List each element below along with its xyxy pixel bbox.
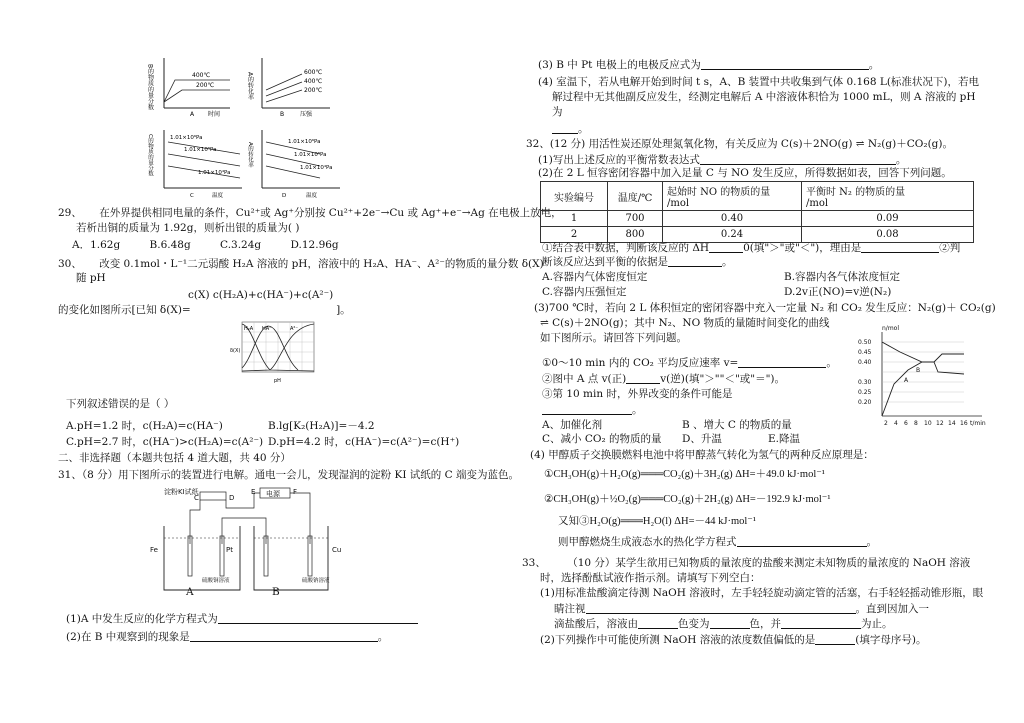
q31-sub-1-text: (1)A 中发生反应的化学方程式为 bbox=[66, 613, 218, 625]
graph-a-curve-1: 400℃ bbox=[192, 72, 211, 79]
q31-sub-4-line2: 解过程中无其他副反应发生，经测定电解后 A 中溶液体积恰为 1000 mL，则 A 溶液的 pH bbox=[552, 91, 976, 103]
q32-s2: (2)在 2 L 恒容密闭容器中加入足量 C 与 NO 发生反应，所得数据如表，回答下列问题。 bbox=[538, 167, 952, 179]
q31-sub-4-line1: (4) 室温下，若从电解开始到时间 t s，A、B 装置中共收集到气体 0.168 L(标准状况下)，若电 bbox=[538, 76, 980, 88]
q32-q2b-text: 断该反应达到平衡的依据是 bbox=[542, 256, 668, 268]
q31-fe-label: Fe bbox=[150, 546, 158, 554]
graph-d-ylabel: A的转化率 bbox=[247, 142, 253, 168]
q32-xtick: 6 bbox=[904, 420, 908, 427]
graph-c-curve-1: 1.01×10⁶Pa bbox=[170, 135, 203, 141]
q32-time-graph bbox=[852, 324, 1002, 434]
q29-number: 29、 bbox=[58, 207, 82, 219]
q30-line3 bbox=[58, 304, 351, 317]
q33-number: 33、 bbox=[522, 557, 546, 569]
q31-apparatus bbox=[150, 486, 350, 598]
q32-equation-1: ①CH₃OH(g)＋H₂O(g)═══CO₂(g)＋3H₂(g) ΔH=＋49.0 kJ·mol⁻¹ bbox=[544, 469, 825, 480]
q33-blank-5[interactable] bbox=[815, 633, 855, 645]
q30-graph-ylabel: δ(X) bbox=[230, 348, 241, 354]
q31-label-d: D bbox=[229, 494, 235, 502]
q29-text-2: 若析出铜的质量为 1.92g，则析出银的质量为( ) bbox=[76, 222, 300, 234]
graph-b-curve-3: 200℃ bbox=[304, 87, 323, 94]
q32-q2b-end: 。 bbox=[722, 256, 733, 268]
q32-s3-line2: ⇌ C(s)＋2NO(g)；其中 N₂、NO 物质的量随时间变化的曲线 bbox=[540, 317, 830, 329]
graph-b bbox=[247, 58, 331, 118]
q32-option-a: A.容器内气体密度恒定 bbox=[542, 271, 648, 283]
q32-q3c-answer bbox=[542, 403, 643, 417]
graph-c bbox=[147, 130, 242, 199]
q32-head: 32、(12 分) 用活性炭还原处理氮氧化物，有关反应为 C(s)＋2NO(g) ⇌ N₂(g)＋CO₂(g)。 bbox=[526, 138, 953, 150]
q30-option-d: D.pH=4.2 时，c(HA⁻)=c(A²⁻)=c(H⁺) bbox=[268, 436, 460, 448]
q32-s3-line3: 如下图所示。请回答下列问题。 bbox=[540, 332, 687, 344]
q30-text-3: 的变化如图所示[已知 δ(X)= bbox=[58, 304, 191, 316]
table-header: 起始时 NO 的物质的量 /mol bbox=[663, 182, 802, 211]
q32-q2b bbox=[542, 255, 733, 269]
graph-a-curve-2: 200℃ bbox=[196, 82, 215, 89]
q33-line1 bbox=[522, 557, 970, 570]
q32-q3b bbox=[542, 372, 785, 386]
q32-q3-option-a: A、加催化剂 bbox=[542, 419, 603, 431]
q32-q2b-blank[interactable] bbox=[668, 255, 722, 267]
q33-line6 bbox=[540, 633, 926, 647]
q30-option-b: B.lg[K₂(H₂A)]=－4.2 bbox=[268, 420, 375, 432]
q30-graph bbox=[228, 318, 318, 384]
q31-sub-4-answer bbox=[552, 122, 589, 136]
q30-line1 bbox=[58, 258, 544, 271]
graph-b-curve-2: 400℃ bbox=[304, 78, 323, 85]
q32-q3a-blank[interactable] bbox=[738, 356, 826, 368]
q31-cu-label: Cu bbox=[332, 546, 342, 554]
q33-text-4: 睛注视 bbox=[554, 603, 586, 615]
table-cell: 2 bbox=[541, 227, 608, 243]
q30-option-a: A.pH=1.2 时，c(H₂A)=c(HA⁻) bbox=[66, 420, 223, 432]
q32-q2a bbox=[542, 241, 960, 255]
graph-d-curve-1: 1.01×10⁶Pa bbox=[288, 139, 321, 145]
q30-number: 30、 bbox=[58, 258, 82, 270]
q32-ytick: 0.30 bbox=[858, 379, 872, 386]
q33-text-5a: 滴盐酸后，溶液由 bbox=[554, 618, 638, 630]
q32-q2a-mid: 0(填"＞"或"＜")，理由是 bbox=[743, 242, 862, 254]
q32-s1 bbox=[538, 153, 906, 167]
q29-option-d: D.12.96g bbox=[290, 239, 339, 251]
q32-ytick: 0.45 bbox=[858, 349, 872, 356]
q32-equation-3: 又知③H₂O(g)═══H₂O(l) ΔH=－44 kJ·mol⁻¹ bbox=[558, 516, 756, 527]
q33-blank-1[interactable] bbox=[586, 602, 856, 614]
graph-c-letter: C bbox=[190, 193, 194, 199]
table-header: 实验编号 bbox=[541, 182, 608, 211]
q32-s1-end: 。 bbox=[895, 154, 907, 166]
q33-line4 bbox=[554, 602, 929, 616]
graph-d-xlabel: 温度 bbox=[306, 193, 318, 199]
graph-a-ylabel: B的物质的量分数 bbox=[146, 64, 154, 111]
q32-q3-option-e: E.降温 bbox=[768, 433, 801, 445]
q32-data-table bbox=[540, 181, 974, 243]
q32-equation-4 bbox=[558, 535, 877, 549]
section-2-heading: 二、非选择题（本题共包括 4 道大题，共 40 分） bbox=[58, 452, 291, 464]
q33-line5 bbox=[554, 617, 893, 631]
q32-s4: (4) 甲醇质子交换膜燃料电池中将甲醇蒸气转化为氢气的两种反应原理是： bbox=[530, 449, 874, 461]
q32-xtick: 16 bbox=[960, 420, 968, 427]
q32-xtick: 2 bbox=[884, 420, 888, 427]
q31-beaker-b-label: B bbox=[272, 586, 280, 598]
q31-intro: （8 分）用下图所示的装置进行电解。通电一会儿，发现湿润的淀粉 KI 试纸的 C 端变为蓝色。 bbox=[81, 469, 520, 481]
table-cell: 0.09 bbox=[802, 211, 974, 227]
q33-text-6: (2)下列操作中可能使所测 NaOH 溶液的浓度数值偏低的是 bbox=[540, 634, 816, 646]
q33-text-3: (1)用标准盐酸滴定待测 NaOH 溶液时，左手轻轻旋动滴定管的活塞，右手轻轻摇动锥形瓶，眼 bbox=[540, 587, 984, 599]
q31-sub-4-end: 。 bbox=[578, 123, 589, 135]
graph-b-curve-1: 600℃ bbox=[304, 69, 323, 76]
q30-formula: c(X) c(H₂A)+c(HA⁻)+c(A²⁻) bbox=[188, 289, 334, 301]
q32-q3b-text: ②图中 A 点 v(正) bbox=[542, 373, 627, 385]
table-cell: 1 bbox=[541, 211, 608, 227]
q33-blank-4[interactable] bbox=[781, 617, 861, 629]
q32-q2a-blank-2[interactable] bbox=[861, 241, 939, 253]
q32-q3b-mid: v(逆)(填"＞""＜"或"＝")。 bbox=[660, 373, 786, 385]
q32-s1-blank[interactable] bbox=[700, 153, 896, 165]
q31-sub-4-line3: 为 bbox=[552, 106, 563, 118]
q33-text-5b: 色变为 bbox=[678, 618, 710, 630]
graph-c-xlabel: 温度 bbox=[212, 193, 224, 199]
q31-label-c: C bbox=[194, 494, 199, 502]
q31-sub-3-end: 。 bbox=[868, 59, 880, 71]
q32-graph-xlabel: t/min bbox=[970, 420, 986, 427]
graph-b-letter: B bbox=[280, 111, 285, 118]
q31-label-e: E bbox=[251, 488, 256, 496]
graph-b-ylabel: A的转化率 bbox=[246, 72, 254, 101]
q32-q3b-blank[interactable] bbox=[626, 372, 660, 384]
q31-sub-2 bbox=[66, 630, 388, 644]
q30-graph-label-a2: A²⁻ bbox=[290, 326, 299, 332]
table-cell: 800 bbox=[608, 227, 663, 243]
q30-graph-xlabel: pH bbox=[274, 378, 281, 384]
table-header: 平衡时 N₂ 的物质的量 /mol bbox=[802, 182, 974, 211]
q31-sub-3-blank[interactable] bbox=[701, 58, 869, 70]
q30-text-2: 随 pH bbox=[76, 272, 106, 284]
graph-d-letter: D bbox=[282, 193, 287, 199]
right-column bbox=[512, 0, 1024, 723]
q32-ytick: 0.50 bbox=[858, 339, 872, 346]
q32-xtick: 8 bbox=[914, 420, 918, 427]
q31-source-label: 电源 bbox=[266, 490, 280, 498]
q32-s1-text: (1)写出上述反应的平衡常数表达式 bbox=[538, 154, 700, 166]
q31-number: 31、 bbox=[58, 469, 82, 481]
q32-q3a bbox=[542, 356, 837, 370]
q33-text-2: 时，选择酚酞试液作指示剂。请填写下列空白： bbox=[540, 572, 761, 584]
graph-d-curve-2: 1.01×10⁵Pa bbox=[294, 152, 327, 158]
table-cell: 0.40 bbox=[663, 211, 802, 227]
q29-line1 bbox=[58, 207, 562, 220]
q32-option-c: C.容器内压强恒定 bbox=[542, 286, 627, 298]
q33-text-1: （10 分）某学生欲用已知物质的量浓度的盐酸来测定未知物质的量浓度的 NaOH 溶液 bbox=[567, 557, 971, 569]
q31-sub-3-text: (3) B 中 Pt 电极上的电极反应式为 bbox=[538, 59, 701, 71]
q31-beaker-a-label: A bbox=[186, 586, 194, 598]
q33-blank-3[interactable] bbox=[710, 617, 750, 629]
table-cell: 700 bbox=[608, 211, 663, 227]
q31-sub-3 bbox=[538, 58, 879, 72]
q29-option-a: A．1.62g bbox=[72, 239, 121, 251]
q32-s3-line1: (3)700 ℃时，若向 2 L 体积恒定的密闭容器中充入一定量 N₂ 和 CO₂ 发生反应：N₂(g)＋ CO₂(g) bbox=[534, 302, 996, 314]
q32-q3-option-b: B 、增大 C 的物质的量 bbox=[682, 419, 792, 431]
q32-xtick: 14 bbox=[948, 420, 956, 427]
q32-ytick: 0.25 bbox=[858, 389, 872, 396]
figure-grid bbox=[146, 50, 350, 200]
graph-a bbox=[147, 58, 231, 118]
q31-sub-2-blank[interactable] bbox=[190, 630, 378, 642]
q32-q3c: ③第 10 min 时，外界改变的条件可能是 bbox=[542, 388, 733, 400]
q32-q3a-end: 。 bbox=[826, 357, 837, 369]
table-header: 温度/℃ bbox=[608, 182, 663, 211]
q31-label-f: F bbox=[293, 488, 298, 496]
q32-graph-point-b: B bbox=[916, 367, 921, 374]
q33-text-4-end: 。直到因加入一 bbox=[855, 603, 929, 615]
q31-sub-1 bbox=[66, 612, 418, 626]
q32-graph-ylabel: n/mol bbox=[882, 325, 900, 332]
table-row bbox=[541, 211, 974, 227]
graph-a-xlabel: 时间 bbox=[208, 111, 221, 118]
q31-paper-label: 淀粉KI试纸 bbox=[164, 488, 199, 496]
q32-ytick: 0.20 bbox=[858, 399, 872, 406]
q32-equation-2: ②CH₃OH(g)＋½O₂(g)═══CO₂(g)＋2H₂(g) ΔH=－192.9 kJ·mol⁻¹ bbox=[544, 494, 831, 505]
q30-option-c: C.pH=2.7 时，c(HA⁻)>c(H₂A)=c(A²⁻) bbox=[66, 436, 264, 448]
q32-q3c-blank[interactable] bbox=[542, 403, 632, 415]
q31-intro-line bbox=[58, 469, 519, 482]
q31-sub-4-blank[interactable] bbox=[552, 122, 578, 134]
q32-eq4-end: 。 bbox=[866, 536, 877, 548]
q29-option-c: C.3.24g bbox=[220, 239, 262, 251]
q32-q2a-text: ①结合表中数据，判断该反应的 ΔH bbox=[542, 242, 710, 254]
q32-xtick: 12 bbox=[936, 420, 944, 427]
q31-sub-1-blank[interactable] bbox=[218, 612, 418, 624]
q29-options bbox=[72, 239, 339, 252]
graph-c-ylabel: C的物质的量分数 bbox=[147, 134, 153, 177]
q33-text-5d: 为止。 bbox=[861, 618, 893, 630]
q31-pt-label: Pt bbox=[226, 546, 233, 554]
q32-ytick: 0.40 bbox=[858, 359, 872, 366]
q31-solution-a: 硫酸铜溶液 bbox=[202, 578, 230, 584]
q32-graph-point-a: A bbox=[904, 377, 909, 384]
q33-blank-2[interactable] bbox=[638, 617, 678, 629]
q32-eq4-blank[interactable] bbox=[737, 535, 867, 547]
q29-option-b: B.6.48g bbox=[149, 239, 191, 251]
q30-graph-label-ha: HA⁻ bbox=[262, 326, 272, 332]
graph-b-xlabel: 压强 bbox=[300, 111, 313, 118]
table-cell: 0.08 bbox=[802, 227, 974, 243]
q31-sub-2-text: (2)在 B 中观察到的现象是 bbox=[66, 631, 190, 643]
q32-xtick: 4 bbox=[894, 420, 898, 427]
q32-q2a-blank-1[interactable] bbox=[709, 241, 743, 253]
q30-text-3-end: ]。 bbox=[336, 304, 351, 316]
q29-text-1: 在外界提供相同电量的条件，Cu²⁺或 Ag⁺分别按 Cu²⁺+2e⁻→Cu 或 Ag⁺+e⁻→Ag 在电极上放电， bbox=[99, 207, 562, 219]
graph-d bbox=[247, 130, 340, 199]
graph-a-letter: A bbox=[190, 111, 195, 118]
q33-text-6-end: (填字母序号)。 bbox=[855, 634, 927, 646]
q32-eq4-text: 则甲醇燃烧生成液态水的热化学方程式 bbox=[558, 536, 737, 548]
graph-c-curve-2: 1.01×10⁵Pa bbox=[184, 147, 217, 153]
q30-text-1: 改变 0.1mol・L⁻¹二元弱酸 H₂A 溶液的 pH，溶液中的 H₂A、HA⁻、A²⁻的物质的量分数 δ(X) bbox=[99, 258, 544, 270]
graph-c-curve-3: 1.01×10⁴Pa bbox=[198, 170, 231, 176]
q32-q2a-end: ②判 bbox=[939, 242, 961, 254]
q32-q3c-end: 。 bbox=[632, 404, 643, 416]
q31-solution-b: 硫酸钠溶液 bbox=[302, 578, 330, 584]
table-header-row bbox=[541, 182, 974, 211]
q31-sub-2-end: 。 bbox=[377, 631, 389, 643]
q32-xtick: 10 bbox=[924, 420, 932, 427]
table-cell: 0.24 bbox=[663, 227, 802, 243]
q32-q3a-text: ①0～10 min 内的 CO₂ 平均反应速率 v= bbox=[542, 357, 739, 369]
q32-q3-option-c: C、减小 CO₂ 的物质的量 bbox=[542, 433, 662, 445]
q32-q3-option-d: D、升温 bbox=[682, 433, 722, 445]
q33-text-5c: 色，并 bbox=[749, 618, 781, 630]
graph-d-curve-3: 1.01×10⁴Pa bbox=[300, 165, 333, 171]
q30-graph-label-h2a: H₂A bbox=[244, 326, 254, 332]
q30-ask: 下列叙述错误的是（ ） bbox=[66, 398, 175, 410]
q32-option-b: B.容器内各气体浓度恒定 bbox=[784, 271, 901, 283]
q32-option-d: D.2v正(NO)=v逆(N₂) bbox=[784, 286, 892, 298]
